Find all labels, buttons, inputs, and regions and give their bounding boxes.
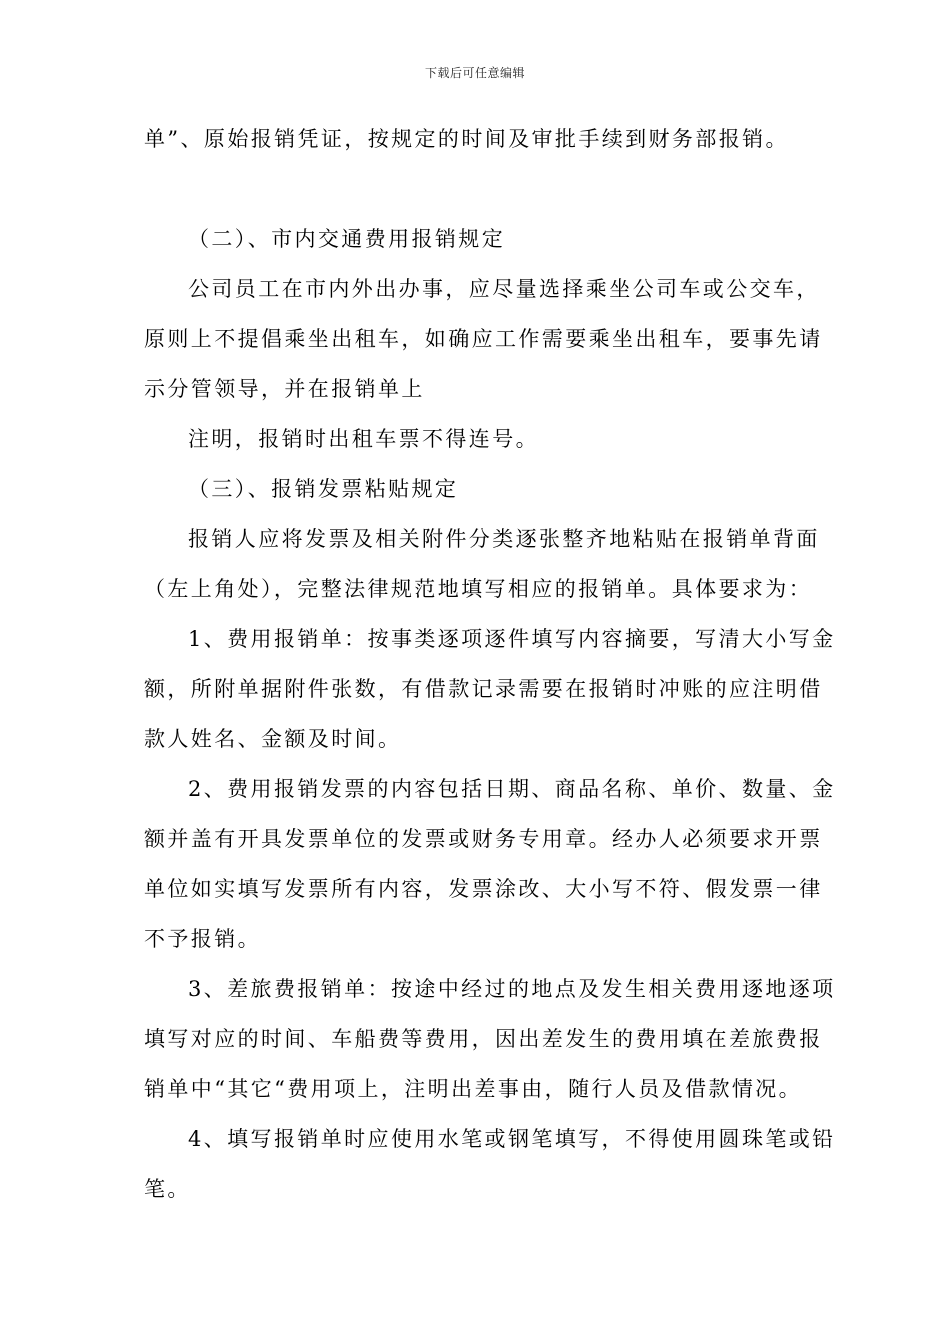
blank-gap [144, 164, 808, 214]
list-item-line: 4、填写报销单时应使用水笔或钢笔填写，不得使用圆珠笔或铅 [188, 1127, 836, 1151]
section-heading: （二）、市内交通费用报销规定 [188, 227, 506, 251]
paragraph-line: 原则上不提倡乘坐出租车，如确应工作需要乘坐出租车，要事先请 [144, 327, 823, 351]
list-item-line: 填写对应的时间、车船费等费用，因出差发生的费用填在差旅费报 [144, 1027, 823, 1051]
paragraph-line: （左上角处），完整法律规范地填写相应的报销单。具体要求为： [144, 577, 813, 601]
paragraph-line: 单”、原始报销凭证，按规定的时间及审批手续到财务部报销。 [144, 127, 789, 151]
list-item-line: 单位如实填写发票所有内容，发票涂改、大小写不符、假发票一律 [144, 877, 823, 901]
list-item-line: 额，所附单据附件张数，有借款记录需要在报销时冲账的应注明借 [144, 677, 823, 701]
list-item-line: 款人姓名、金额及时间。 [144, 727, 402, 751]
section-heading: （三）、报销发票粘贴规定 [188, 477, 459, 501]
paragraph-line: 注明，报销时出租车票不得连号。 [188, 427, 539, 451]
list-item-line: 笔。 [144, 1177, 191, 1201]
list-item-line: 销单中“其它“费用项上，注明出差事由，随行人员及借款情况。 [144, 1077, 803, 1101]
list-item-line: 3、差旅费报销单：按途中经过的地点及发生相关费用逐地逐项 [188, 977, 836, 1001]
list-item-line: 不予报销。 [144, 927, 261, 951]
list-item-line: 额并盖有开具发票单位的发票或财务专用章。经办人必须要求开票 [144, 827, 823, 851]
list-item-line: 1、费用报销单：按事类逐项逐件填写内容摘要，写清大小写金 [188, 627, 836, 651]
paragraph-line: 示分管领导，并在报销单上 [144, 377, 425, 401]
paragraph-line: 报销人应将发票及相关附件分类逐张整齐地粘贴在报销单背面 [188, 527, 820, 551]
page-header: 下载后可任意编辑 [424, 66, 525, 80]
list-item-line: 2、费用报销发票的内容包括日期、商品名称、单价、数量、金 [188, 777, 836, 801]
document-body [144, 114, 836, 1214]
paragraph-line: 公司员工在市内外出办事，应尽量选择乘坐公司车或公交车， [188, 277, 820, 301]
